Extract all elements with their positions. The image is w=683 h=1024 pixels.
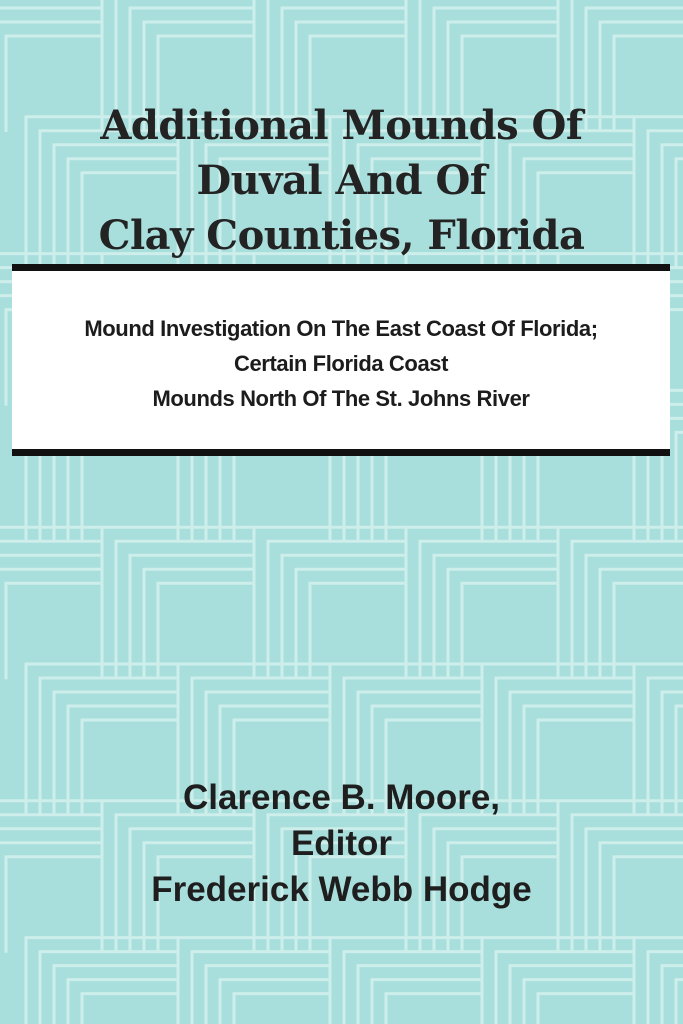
pattern-line [676,980,683,1024]
pattern-line [648,678,683,816]
author-name: Clarence B. Moore, [182,778,501,817]
pattern-line [0,555,102,679]
book-title [40,98,643,263]
pattern-line [268,541,406,679]
pattern-line [662,966,683,1024]
pattern-line [82,994,178,1024]
pattern-line [372,980,482,1024]
pattern-line [0,541,102,679]
pattern-line [434,555,558,679]
pattern-line [420,541,558,679]
pattern-line [344,952,482,1024]
title-line-3: Clay Counties, Florida [98,212,585,259]
pattern-line [662,692,683,816]
pattern-line [662,145,683,269]
pattern-line [102,527,254,679]
pattern-line [496,952,634,1024]
pattern-line [572,541,683,679]
pattern-line [234,994,330,1024]
author-block [40,775,643,913]
subtitle-line-2: Certain Florida Coast [233,351,449,376]
pattern-line [648,952,683,1024]
pattern-line [524,980,634,1024]
pattern-line [130,555,254,679]
editor-name: Frederick Webb Hodge [151,870,532,909]
pattern-line [386,994,482,1024]
pattern-line [0,527,102,679]
title-line-1: Additional Mounds Of [100,102,583,149]
pattern-line [192,952,330,1024]
title-line-2: Duval And Of [196,157,487,204]
pattern-line [648,131,683,269]
subtitle-line-1: Mound Investigation On The East Coast Of Florida; [84,316,598,341]
pattern-line [558,527,683,679]
pattern-line [116,541,254,679]
editor-label: Editor [290,824,393,863]
pattern-line [254,527,406,679]
pattern-line [68,980,178,1024]
pattern-line [538,994,634,1024]
pattern-line [40,952,178,1024]
pattern-line [406,527,558,679]
subtitle-line-3: Mounds North Of The St. Johns River [152,386,530,411]
book-subtitle [12,311,670,416]
pattern-line [282,555,406,679]
subtitle-band [12,264,670,456]
pattern-line [220,980,330,1024]
